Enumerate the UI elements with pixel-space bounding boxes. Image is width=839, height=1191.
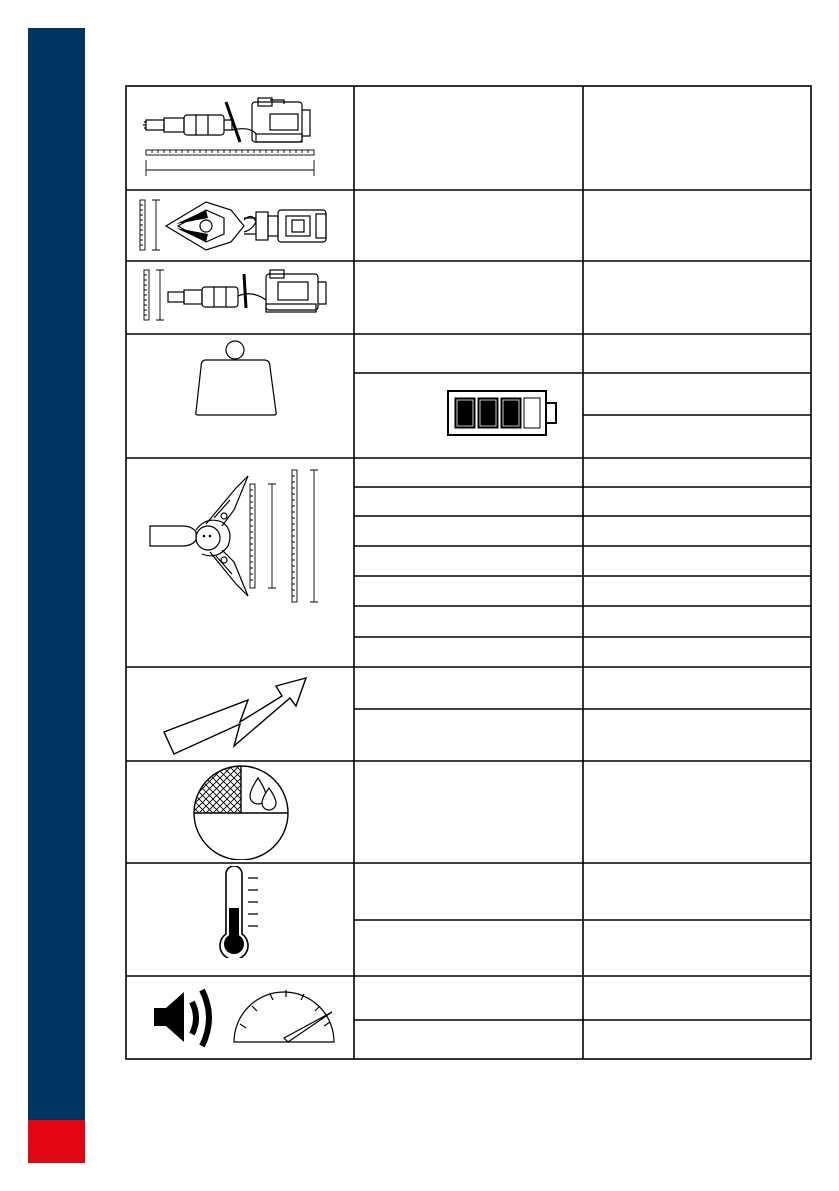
weight-icon <box>192 340 282 418</box>
spreader-opening-icon <box>146 466 326 606</box>
battery-icon <box>446 389 558 437</box>
noise-level-icon <box>148 980 340 1058</box>
thermometer-icon <box>214 866 264 958</box>
tool-height-icon <box>140 266 330 328</box>
tool-length-icon <box>140 94 320 186</box>
force-arrow-icon <box>160 670 308 758</box>
tool-width-icon <box>136 196 336 256</box>
ip-protection-icon <box>192 764 290 860</box>
